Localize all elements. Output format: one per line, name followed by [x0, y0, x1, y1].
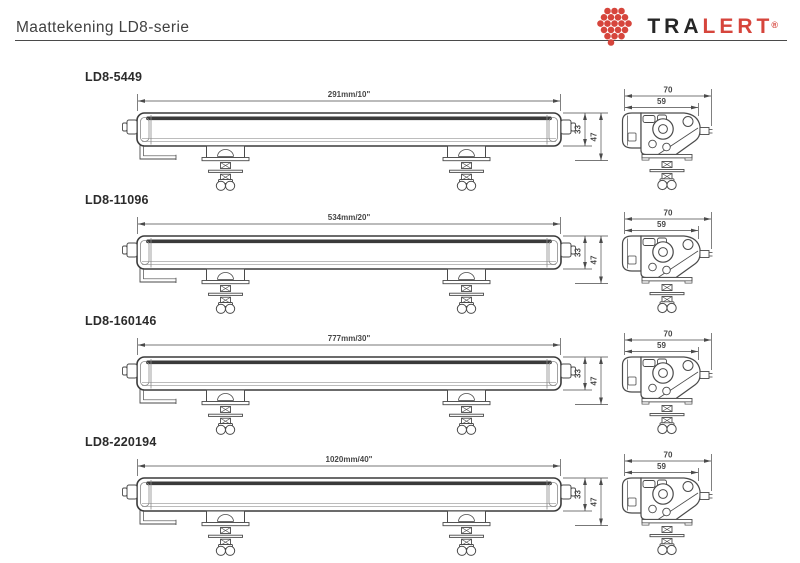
dimension-arrow	[691, 106, 698, 110]
side-base-plate	[642, 520, 692, 523]
pivot-hole-inner	[659, 125, 668, 134]
dimension-arrow	[138, 99, 145, 103]
light-bar-side-view	[623, 113, 713, 190]
right-knob	[561, 120, 571, 134]
side-tab	[643, 481, 655, 488]
dimension-arrow	[599, 154, 603, 161]
washer	[450, 535, 484, 537]
bracket-housing	[207, 511, 245, 523]
washer	[650, 535, 684, 537]
drawing-row	[0, 60, 800, 198]
nut	[226, 546, 235, 555]
plate-foot	[642, 281, 649, 283]
width-dimension	[138, 334, 561, 355]
nut	[658, 545, 667, 554]
dimension-arrow	[583, 262, 587, 269]
right-knob	[561, 243, 571, 257]
logo-wordmark	[647, 10, 784, 44]
logo-text-red: LERT	[702, 15, 774, 38]
washer	[450, 293, 484, 295]
bracket-plate	[443, 158, 490, 161]
bracket-housing	[207, 390, 245, 402]
bar-top-stripe	[146, 240, 552, 244]
side-width-inner-dimension-text: 59	[657, 462, 666, 471]
dimension-arrow	[583, 113, 587, 120]
bar-top-stripe	[146, 361, 552, 365]
logo-dot	[619, 33, 626, 40]
connector-stub	[700, 372, 709, 379]
bracket-plate	[443, 523, 490, 526]
side-bracket-arm	[140, 145, 176, 159]
side-tab	[643, 116, 655, 123]
plate-foot	[685, 281, 692, 283]
height-inner-dimension-text: 33	[573, 490, 583, 499]
dimension-arrow	[583, 236, 587, 243]
light-bar-front-view	[123, 478, 576, 525]
left-knob	[127, 485, 137, 499]
dimension-arrow	[138, 222, 145, 226]
bracket-plate	[202, 158, 249, 161]
dimension-arrow	[583, 504, 587, 511]
technical-drawing	[0, 304, 800, 442]
logo-dot	[601, 14, 608, 21]
bracket-plate	[202, 281, 249, 284]
mounting-bracket	[443, 511, 490, 555]
dimension-arrow	[583, 478, 587, 485]
logo-dot	[615, 27, 622, 34]
dimension-arrow	[583, 357, 587, 364]
model-label: LD8-11096	[85, 193, 149, 207]
model-label: LD8-160146	[85, 314, 157, 328]
mounting-bracket	[202, 511, 249, 555]
nut	[457, 546, 466, 555]
dimension-arrow	[599, 277, 603, 284]
side-bracket-arm	[140, 268, 176, 282]
left-knob	[127, 120, 137, 134]
dimension-arrow	[625, 106, 632, 110]
washer	[650, 414, 684, 416]
logo-dots-icon	[593, 5, 639, 49]
bar-top-stripe	[146, 117, 552, 121]
light-bar-side-view	[623, 357, 713, 434]
lens-clip	[628, 133, 636, 141]
side-width-inner-dimension-text: 59	[657, 341, 666, 350]
side-base-plate	[642, 278, 692, 281]
bracket-plate	[443, 281, 490, 284]
width-dimension-text: 1020mm/40"	[325, 455, 373, 464]
screw-hole	[663, 143, 671, 151]
dimension-arrow	[553, 99, 560, 103]
logo-dot	[612, 20, 619, 27]
logo-dot	[612, 8, 619, 15]
dimension-arrow	[625, 459, 632, 463]
pivot-hole-inner	[659, 248, 668, 257]
dimension-arrow	[138, 343, 145, 347]
side-width-inner-dimension-text: 59	[657, 220, 666, 229]
screw-hole	[663, 508, 671, 516]
dimension-arrow	[138, 464, 145, 468]
model-label: LD8-5449	[85, 70, 143, 84]
washer	[209, 414, 243, 416]
nut	[467, 546, 476, 555]
screw-hole	[683, 361, 693, 371]
width-dimension-text: 777mm/30"	[327, 334, 371, 343]
dimension-arrow	[625, 229, 632, 233]
dimension-arrow	[553, 464, 560, 468]
plate-foot	[642, 402, 649, 404]
plate-foot	[685, 523, 692, 525]
tralert-logo	[593, 5, 784, 49]
dimension-arrow	[625, 217, 632, 221]
side-lens	[623, 236, 642, 271]
right-knob	[561, 364, 571, 378]
washer	[209, 535, 243, 537]
dimension-arrow	[599, 519, 603, 526]
screw-hole	[663, 266, 671, 274]
dimension-arrow	[599, 236, 603, 243]
pivot-hole-inner	[659, 369, 668, 378]
dimension-arrow	[691, 471, 698, 475]
dimension-arrow	[599, 357, 603, 364]
height-outer-dimension-text: 47	[589, 132, 599, 142]
model-label: LD8-220194	[85, 435, 157, 449]
bracket-housing	[448, 146, 486, 158]
left-knob-tip	[123, 367, 128, 375]
dimension-arrow	[625, 94, 632, 98]
dimension-arrow	[553, 222, 560, 226]
drawing-row	[0, 425, 800, 563]
logo-dot	[612, 33, 619, 40]
width-dimension-text: 534mm/20"	[327, 213, 371, 222]
nut	[667, 545, 676, 554]
logo-dot	[626, 20, 633, 27]
bracket-housing	[448, 269, 486, 281]
height-outer-dimension-text: 47	[589, 255, 599, 265]
bracket-housing	[207, 146, 245, 158]
height-inner-dimension-text: 33	[573, 248, 583, 257]
light-bar-front-view	[123, 236, 576, 283]
lens-clip	[628, 256, 636, 264]
washer	[650, 170, 684, 172]
dimension-arrow	[625, 338, 632, 342]
nut	[216, 546, 225, 555]
dimension-arrow	[704, 94, 711, 98]
logo-text-black: TRA	[647, 15, 703, 38]
dimension-arrow	[625, 471, 632, 475]
bracket-plate	[443, 402, 490, 405]
side-lens	[623, 357, 642, 392]
side-width-outer-dimension-text: 70	[663, 208, 673, 218]
left-knob-tip	[123, 246, 128, 254]
light-bar-front-view	[123, 113, 576, 160]
plate-foot	[685, 402, 692, 404]
logo-dot	[619, 8, 626, 15]
dimension-arrow	[691, 229, 698, 233]
bracket-housing	[448, 390, 486, 402]
left-knob	[127, 243, 137, 257]
left-knob-tip	[123, 488, 128, 496]
dimension-arrow	[599, 478, 603, 485]
screw-hole	[683, 117, 693, 127]
logo-dot	[608, 39, 615, 46]
bracket-plate	[202, 402, 249, 405]
connector-stub	[700, 251, 709, 258]
connector-stub	[700, 493, 709, 500]
plate-foot	[642, 523, 649, 525]
logo-dot	[622, 27, 629, 34]
dimension-arrow	[599, 113, 603, 120]
logo-dot	[605, 20, 612, 27]
registered-trademark-icon: ®	[771, 20, 782, 30]
plate-foot	[642, 158, 649, 160]
height-outer-dimension-text: 47	[589, 376, 599, 386]
dimension-arrow	[553, 343, 560, 347]
side-bracket-arm	[140, 389, 176, 403]
technical-drawing	[0, 183, 800, 321]
logo-dot	[619, 20, 626, 27]
side-lens	[623, 478, 642, 513]
side-width-outer-dimension-text: 70	[663, 329, 673, 339]
side-width-outer-dimension-text: 70	[663, 85, 673, 95]
screw-hole	[649, 505, 657, 513]
washer	[209, 293, 243, 295]
side-base-plate	[642, 155, 692, 158]
drawing-row	[0, 183, 800, 321]
bracket-housing	[448, 511, 486, 523]
screw-hole	[649, 263, 657, 271]
left-knob	[127, 364, 137, 378]
dimension-arrow	[599, 398, 603, 405]
light-bar-side-view	[623, 478, 713, 555]
screw-hole	[683, 240, 693, 250]
washer	[650, 293, 684, 295]
logo-dot	[605, 8, 612, 15]
light-bar-front-view	[123, 357, 576, 404]
logo-dot	[608, 27, 615, 34]
plate-foot	[685, 158, 692, 160]
width-dimension	[138, 90, 561, 111]
washer	[450, 170, 484, 172]
dimension-arrow	[704, 338, 711, 342]
logo-dot	[608, 14, 615, 21]
connector-stub	[700, 128, 709, 135]
dimension-arrow	[704, 217, 711, 221]
washer	[450, 414, 484, 416]
bracket-housing	[207, 269, 245, 281]
right-knob	[561, 485, 571, 499]
lens-clip	[628, 377, 636, 385]
width-dimension	[138, 455, 561, 476]
height-outer-dimension-text: 47	[589, 497, 599, 507]
side-tab	[643, 239, 655, 246]
side-lens	[623, 113, 642, 148]
logo-dot	[615, 14, 622, 21]
light-bar-side-view	[623, 236, 713, 313]
technical-drawing	[0, 60, 800, 198]
width-dimension-text: 291mm/10"	[327, 90, 371, 99]
washer	[209, 170, 243, 172]
drawing-row	[0, 304, 800, 442]
screw-hole	[649, 384, 657, 392]
side-bracket-arm	[140, 510, 176, 524]
bracket-plate	[202, 523, 249, 526]
height-inner-dimension-text: 33	[573, 369, 583, 378]
logo-dot	[598, 20, 605, 27]
dimension-arrow	[625, 350, 632, 354]
pivot-hole-inner	[659, 490, 668, 499]
dimension-arrow	[583, 383, 587, 390]
lens-clip	[628, 498, 636, 506]
bar-top-stripe	[146, 482, 552, 486]
dimension-arrow	[704, 459, 711, 463]
screw-hole	[683, 482, 693, 492]
technical-drawing	[0, 425, 800, 563]
left-knob-tip	[123, 123, 128, 131]
side-tab	[643, 360, 655, 367]
dimension-arrow	[583, 139, 587, 146]
side-base-plate	[642, 399, 692, 402]
logo-dot	[605, 33, 612, 40]
logo-dot	[601, 27, 608, 34]
height-inner-dimension-text: 33	[573, 125, 583, 134]
page-title: Maattekening LD8-serie	[16, 19, 190, 36]
screw-hole	[663, 387, 671, 395]
side-width-outer-dimension-text: 70	[663, 450, 673, 460]
screw-hole	[649, 140, 657, 148]
logo-dot	[622, 14, 629, 21]
side-width-inner-dimension-text: 59	[657, 97, 666, 106]
width-dimension	[138, 213, 561, 234]
dimension-arrow	[691, 350, 698, 354]
